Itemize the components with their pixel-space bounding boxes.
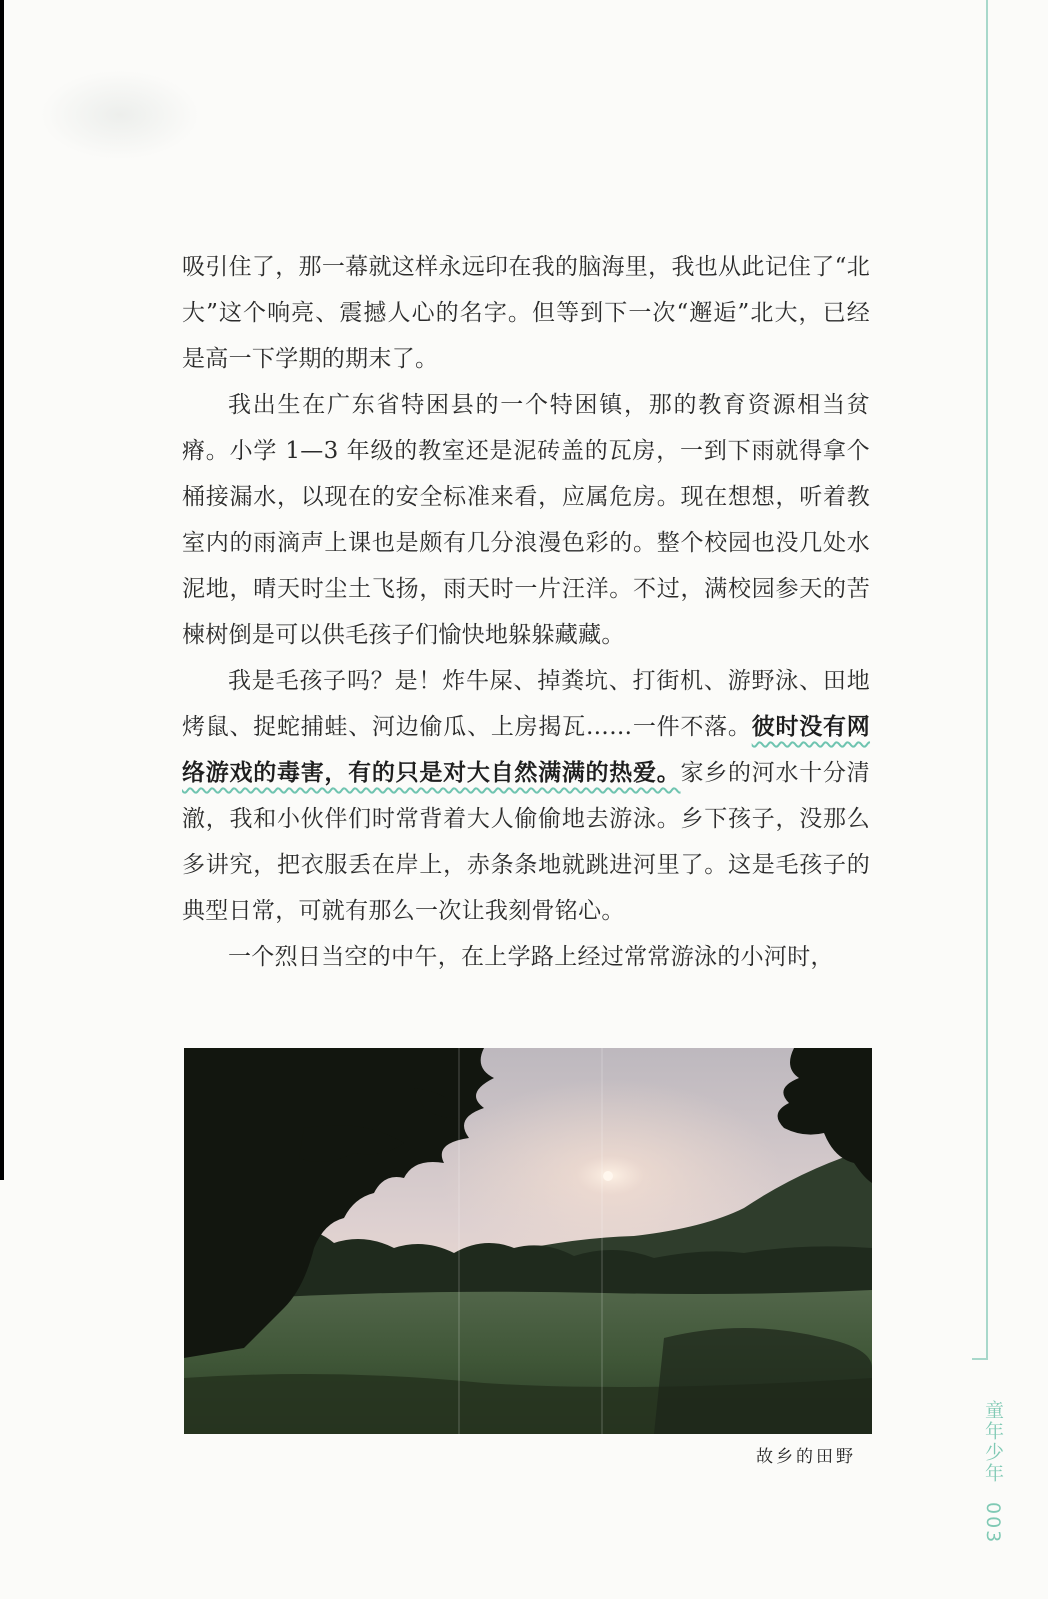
sun <box>603 1171 613 1181</box>
sunset-field-image <box>184 1048 872 1434</box>
paragraph-3-text-after: 家乡的河水十分清澈，我和小伙伴们时常背着大人偷偷地去游泳。乡下孩子，没那么多讲究，把衣服丢在岸上，赤条条地就跳进河里了。这是毛孩子的典型日常，可就有那么一次让我刻骨铭心。 <box>182 760 870 924</box>
scan-left-edge <box>0 0 4 1599</box>
paragraph-1-text: 吸引住了，那一幕就这样永远印在我的脑海里，我也从此记住了“北大”这个响亮、震撼人心的名字。但等到下一次“邂逅”北大，已经是高一下学期的期末了。 <box>182 254 870 372</box>
page-number: 003 <box>982 1502 1004 1545</box>
paragraph-4-text: 一个烈日当空的中午，在上学路上经过常常游泳的小河时， <box>228 944 834 970</box>
paragraph-2-text: 我出生在广东省特困县的一个特困镇，那的教育资源相当贫瘠。小学 1—3 年级的教室还是泥砖盖的瓦房，一到下雨就得拿个桶接漏水，以现在的安全标准来看，应属危房。现在想想，听着教室内的雨滴声上课也是颇有几分浪漫色彩的。整个校园也没几处水泥地，晴天时尘土飞扬，雨天时一片汪洋。不过，满校园参天的苦楝树倒是可以供毛孩子们愉快地躲躲藏藏。 <box>182 392 870 648</box>
section-title: 童年少年 <box>982 1400 1004 1484</box>
body-text <box>182 244 870 980</box>
paragraph-3-text-before: 我是毛孩子吗？是！炸牛屎、掉粪坑、打街机、游野泳、田地烤鼠、捉蛇捕蛙、河边偷瓜、上房揭瓦……一件不落。 <box>182 668 870 740</box>
margin-rule <box>986 0 988 1358</box>
hometown-field-photo <box>184 1048 872 1434</box>
paragraph-2 <box>182 382 870 658</box>
running-footer <box>980 1400 1007 1544</box>
paragraph-1 <box>182 244 870 382</box>
margin-rule-tick <box>972 1358 988 1360</box>
paragraph-3-emphasis: 彼时没有网络游戏的毒害，有的只是对大自然满满的热爱。 <box>182 714 871 786</box>
paragraph-3 <box>182 658 870 934</box>
photo-caption: 故乡的田野 <box>756 1447 856 1467</box>
scan-smudge <box>40 70 200 160</box>
paragraph-4 <box>182 934 870 980</box>
